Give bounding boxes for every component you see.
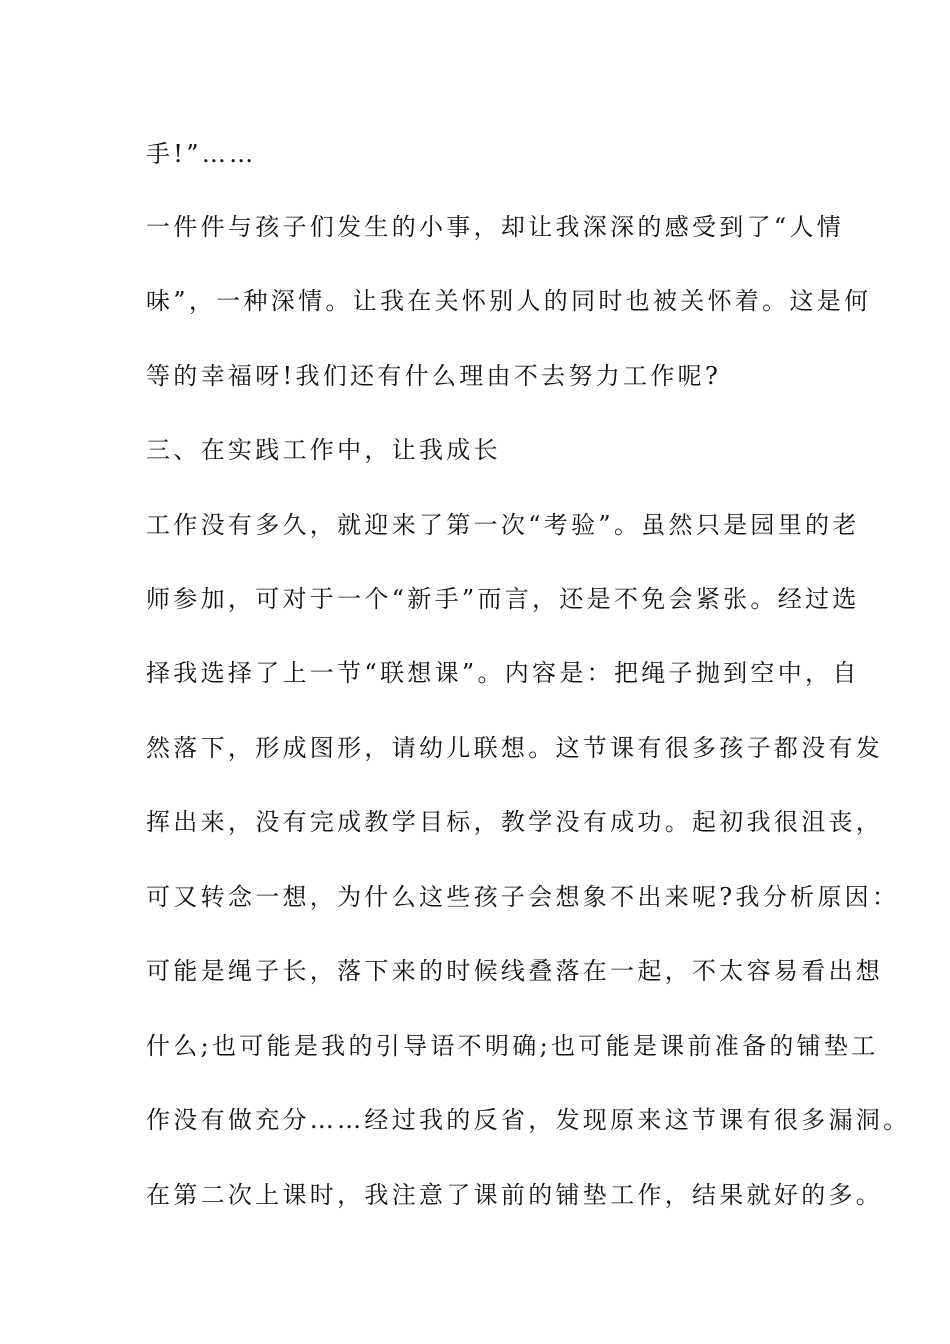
text-line: 可又转念一想，为什么这些孩子会想象不出来呢?我分析原因：	[146, 883, 900, 911]
text-line: 等的幸福呀!我们还有什么理由不去努力工作呢?	[146, 362, 722, 390]
text-line: 工作没有多久，就迎来了第一次“考验”。虽然只是园里的老	[146, 511, 860, 539]
text-line: 手!”……	[146, 140, 257, 168]
text-line: 一件件与孩子们发生的小事，却让我深深的感受到了“人情	[146, 213, 845, 241]
section-heading: 三、在实践工作中，让我成长	[146, 436, 501, 464]
text-line: 然落下，形成图形，请幼儿联想。这节课有很多孩子都没有发	[146, 734, 884, 762]
text-line: 在第二次上课时，我注意了课前的铺垫工作，结果就好的多。	[146, 1181, 884, 1209]
text-line: 味”，一种深情。让我在关怀别人的同时也被关怀着。这是何	[146, 287, 872, 315]
text-line: 师参加，可对于一个“新手”而言，还是不免会紧张。经过选	[146, 585, 860, 613]
text-line: 作没有做充分……经过我的反省，发现原来这节课有很多漏洞。	[146, 1106, 911, 1134]
text-line: 可能是绳子长，落下来的时候线叠落在一起，不太容易看出想	[146, 957, 884, 985]
text-line: 择我选择了上一节“联想课”。内容是：把绳子抛到空中，自	[146, 659, 860, 687]
text-line: 什么;也可能是我的引导语不明确;也可能是课前准备的铺垫工	[146, 1032, 879, 1060]
text-line: 挥出来，没有完成教学目标，教学没有成功。起初我很沮丧，	[146, 808, 884, 836]
